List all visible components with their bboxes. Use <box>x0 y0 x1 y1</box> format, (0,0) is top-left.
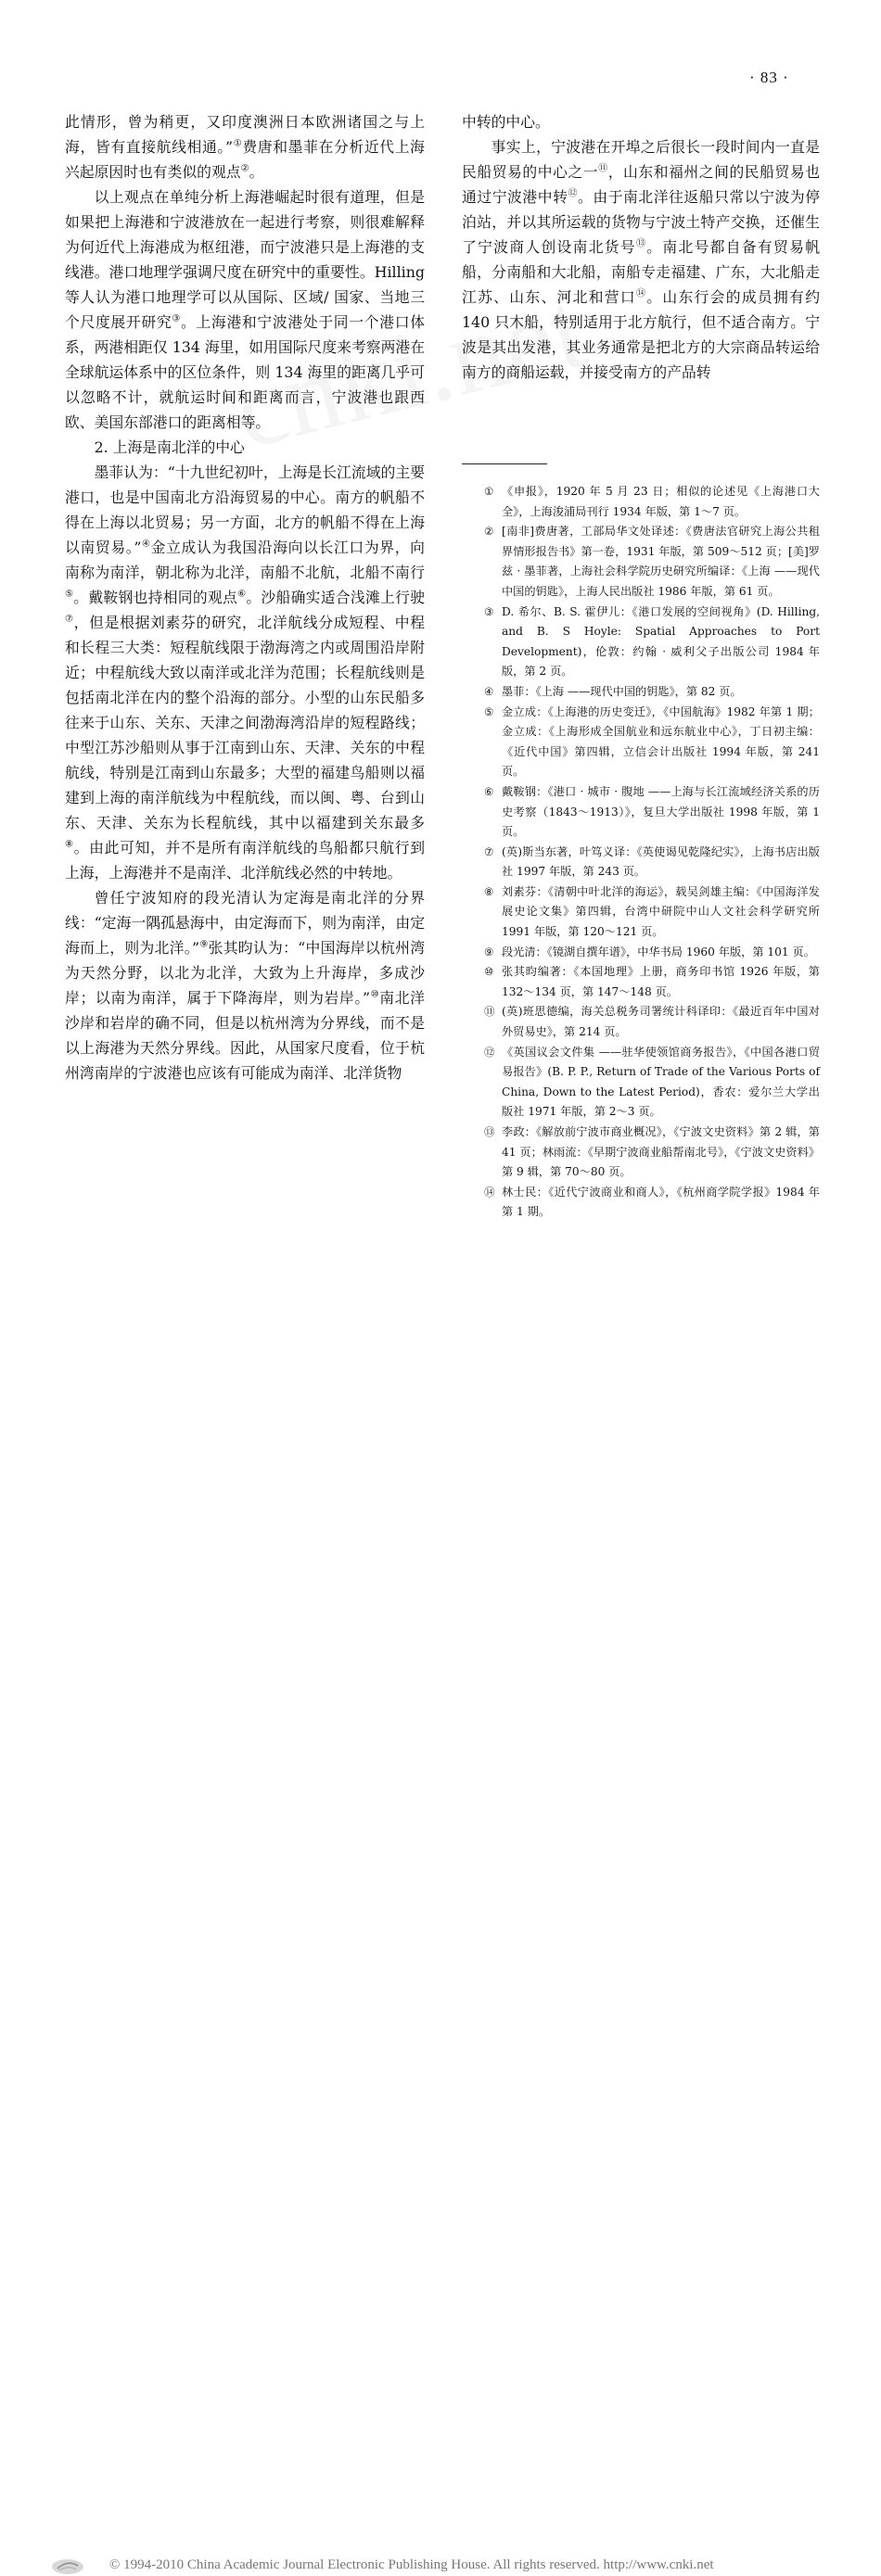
footnote-ref[interactable]: ⑪ <box>598 163 608 174</box>
footnote-text: 墨菲：《上海 ——现代中国的钥匙》，第 82 页。 <box>502 684 742 698</box>
footnote-ref[interactable]: ⑤ <box>65 589 74 600</box>
footnote-ref[interactable]: ④ <box>141 539 151 550</box>
footnote-item <box>462 943 820 963</box>
footnote-text: (英)斯当东著，叶笃义译：《英使谒见乾隆纪实》，上海书店出版社 1997 年版，第 243 页。 <box>502 844 820 879</box>
footnote-number: ⑧ <box>484 884 494 898</box>
paragraph: 中转的中心。 <box>462 113 550 131</box>
paragraph: 事实上，宁波港在开埠之后很长一段时间内一直是民船贸易的中心之一⑪，山东和福州之间的民船贸易也通过宁波港中转⑫。由于南北洋往返船只常以宁波为停泊站，并以其所运载的货物与宁波土特产交换，还催生了宁波商人创设南北货号⑬。南北号都自备有贸易帆船，分南船和大北船，南船专走福建、广东，大北船走江苏、山东、河北和营口⑭。山东行会的成员拥有约 140 只木船，特别适用于北方航行，但不适合南方。宁波是其出发港，其业务通常是把北方的大宗商品转运给南方的商船运载，并接受南方的产品转 <box>462 138 820 381</box>
footnote-ref[interactable]: ① <box>233 138 243 149</box>
footnote-ref[interactable]: ② <box>240 163 249 174</box>
footnote-number: ⑩ <box>484 965 494 979</box>
footnote-number: ⑥ <box>484 784 494 798</box>
footnote-item <box>462 682 820 703</box>
footnote-text: 《英国议会文件集 ——驻华使领馆商务报告》，《中国各港口贸易报告》(B. P. P., Return of Trade of the Various Ports of China, Down to the Latest Period)，香农：爱尔兰大学出版社 1971 年版，第 2～3 页。 <box>502 1045 820 1119</box>
footnote-number: ① <box>484 485 494 498</box>
footnote-number: ⑫ <box>484 1045 495 1059</box>
footnote-number: ⑦ <box>484 844 494 858</box>
footnote-text: 张其昀编著：《本国地理》上册，商务印书馆 1926 年版，第 132～134 页，第 147～148 页。 <box>502 965 820 998</box>
copyright-notice: © 1994-2010 China Academic Journal Electronic Publishing House. All rights reserved. http://www.cnki.net <box>109 2557 714 2572</box>
footnote-number: ③ <box>484 604 494 618</box>
footnote-ref[interactable]: ③ <box>172 313 182 324</box>
copyright-bar <box>0 1276 881 2572</box>
footnote-item <box>462 1123 820 1183</box>
paragraph: 曾任宁波知府的段光清认为定海是南北洋的分界线：“定海一隅孤悬海中，由定海而下，则为南洋，由定海而上，则为北洋。”⑨张其昀认为：“中国海岸以杭州湾为天然分野，以北为北洋，大致为上升海岸，多成沙岸；以南为南洋，属于下降海岸，则为岩岸。”⑩南北洋沙岸和岩岸的确不同，但是以杭州湾为分界线，而不是以上海港为天然分界线。因此，从国家尺度看，位于杭州湾南岸的宁波港也应该有可能成为南洋、北洋货物 <box>65 889 425 1082</box>
right-text-column <box>462 109 820 385</box>
footnote-number: ② <box>484 525 494 539</box>
footnote-item <box>462 843 820 882</box>
footnote-ref[interactable]: ⑨ <box>199 939 209 950</box>
footnote-item <box>462 603 820 682</box>
footnote-text: (英)班思德编，海关总税务司署统计科译印：《最近百年中国对外贸易史》，第 214 页。 <box>502 1005 820 1039</box>
footnote-ref[interactable]: ⑬ <box>636 238 647 249</box>
footnote-item <box>462 962 820 1002</box>
footnote-divider <box>462 463 547 464</box>
footnote-ref[interactable]: ⑥ <box>237 589 247 600</box>
footnote-number: ④ <box>484 684 494 698</box>
footnote-ref[interactable]: ⑦ <box>65 614 74 625</box>
footnote-item <box>462 1002 820 1042</box>
footnote-text: D. 希尔、B. S. 霍伊儿：《港口发展的空间视角》(D. Hilling, and B. S Hoyle: Spatial Approaches to Port Development)，伦敦：约翰 · 威利父子出版公司 1984 年版，第 2 页。 <box>502 604 820 679</box>
footnote-ref[interactable]: ⑩ <box>370 989 380 1000</box>
page-number: · 83 · <box>749 69 789 86</box>
footnote-item <box>462 482 820 522</box>
footnote-ref[interactable]: ⑫ <box>568 188 578 199</box>
paragraph: 以上观点在单纯分析上海港崛起时很有道理，但是如果把上海港和宁波港放在一起进行考察，则很难解释为何近代上海港成为枢纽港，而宁波港只是上海港的支线港。港口地理学强调尺度在研究中的重要性。Hilling 等人认为港口地理学可以从国际、区域/ 国家、当地三个尺度展开研究③。上海港和宁波港处于同一个港口体系，两港相距仅 134 海里，如用国际尺度来考察两港在全球航运体系中的区位条件，则 134 海里的距离几乎可以忽略不计，就航运时间和距离而言，宁波港也跟西欧、美国东部港口的距离相等。 <box>65 188 425 431</box>
footnote-text: 段光清：《镜湖自撰年谱》，中华书局 1960 年版，第 101 页。 <box>502 945 815 958</box>
left-text-column <box>65 109 425 1085</box>
footnotes-list <box>462 482 820 1223</box>
footnote-text: 刘素芬：《清朝中叶北洋的海运》，载吴剑雄主编：《中国海洋发展史论文集》第四辑，台湾中研院中山人文社会科学研究所 1991 年版，第 120～121 页。 <box>502 884 820 939</box>
footnote-ref[interactable]: ⑧ <box>65 839 74 850</box>
footnote-number: ⑬ <box>484 1125 495 1138</box>
paragraph: 墨菲认为：“十九世纪初叶，上海是长江流域的主要港口，也是中国南北方沿海贸易的中心。南方的帆船不得在上海以北贸易；另一方面，北方的帆船不得在上海以南贸易。”④金立成认为我国沿海向以长江口为界，向南称为南洋，朝北称为北洋，南船不北航，北船不南行⑤。戴鞍钢也持相同的观点⑥。沙船确实适合浅滩上行驶⑦，但是根据刘素芬的研究，北洋航线分成短程、中程和长程三大类：短程航线限于渤海湾之内或周围沿岸附近；中程航线大致以南洋或北洋为范围；长程航线则是包括南北洋在内的整个沿海的部分。小型的山东民船多往来于山东、关东、天津之间渤海湾沿岸的短程路线；中型江苏沙船则从事于江南到山东、天津、关东的中程航线，特别是江南到山东最多；大型的福建鸟船则以福建到上海的南洋航线为中程航线，而以闽、粤、台到山东、天津、关东为长程航线，其中以福建到关东最多⑧。由此可知，并不是所有南洋航线的鸟船都只航行到上海，上海港并不是南洋、北洋航线必然的中转地。 <box>65 463 425 882</box>
footnote-item <box>462 1043 820 1123</box>
footnote-number: ⑪ <box>484 1005 495 1019</box>
footnote-item <box>462 882 820 943</box>
footnote-text: 戴鞍钢：《港口 · 城市 · 腹地 ——上海与长江流域经济关系的历史考察（1843～1913）》，复旦大学出版社 1998 年版，第 1 页。 <box>502 784 820 839</box>
footnote-number: ⑨ <box>484 945 494 958</box>
footnote-text: 《申报》，1920 年 5 月 23 日；相似的论述见《上海港口大全》，上海浚浦局刊行 1934 年版，第 1～7 页。 <box>502 485 820 518</box>
footnote-item <box>462 1183 820 1223</box>
cnki-logo-icon <box>50 2557 85 2576</box>
footnote-item <box>462 522 820 602</box>
footnote-text: 金立成：《上海港的历史变迁》，《中国航海》1982 年第 1 期；金立成：《上海形成全国航业和远东航业中心》，丁日初主编：《近代中国》第四辑，立信会计出版社 1994 年版，第 241 页。 <box>502 704 820 779</box>
footnote-ref[interactable]: ⑭ <box>636 288 647 299</box>
section-subheading: 2. 上海是南北洋的中心 <box>94 438 245 456</box>
paragraph: 此情形，曾为稍更，又印度澳洲日本欧洲诸国之与上海，皆有直接航线相通。”①费唐和墨菲在分析近代上海兴起原因时也有类似的观点②。 <box>65 113 425 181</box>
footnote-text: 林士民：《近代宁波商业和商人》，《杭州商学院学报》1984 年第 1 期。 <box>502 1185 820 1219</box>
footnote-item <box>462 703 820 782</box>
footnote-number: ⑭ <box>484 1185 495 1199</box>
footnote-item <box>462 782 820 843</box>
footnote-text: [南非]费唐著，工部局华文处译述：《费唐法官研究上海公共租界情形报告书》第一卷，1931 年版，第 509～512 页；[美]罗兹 · 墨菲著，上海社会科学院历史研究所编译：《上海 ——现代中国的钥匙》，上海人民出版社 1986 年版，第 61 页。 <box>502 525 820 598</box>
footnote-number: ⑤ <box>484 704 494 718</box>
footnote-text: 李政：《解放前宁波市商业概况》，《宁波文史资料》第 2 辑，第 41 页；林雨流：《早期宁波商业船帮南北号》，《宁波文史资料》第 9 辑，第 70～80 页。 <box>502 1125 820 1179</box>
